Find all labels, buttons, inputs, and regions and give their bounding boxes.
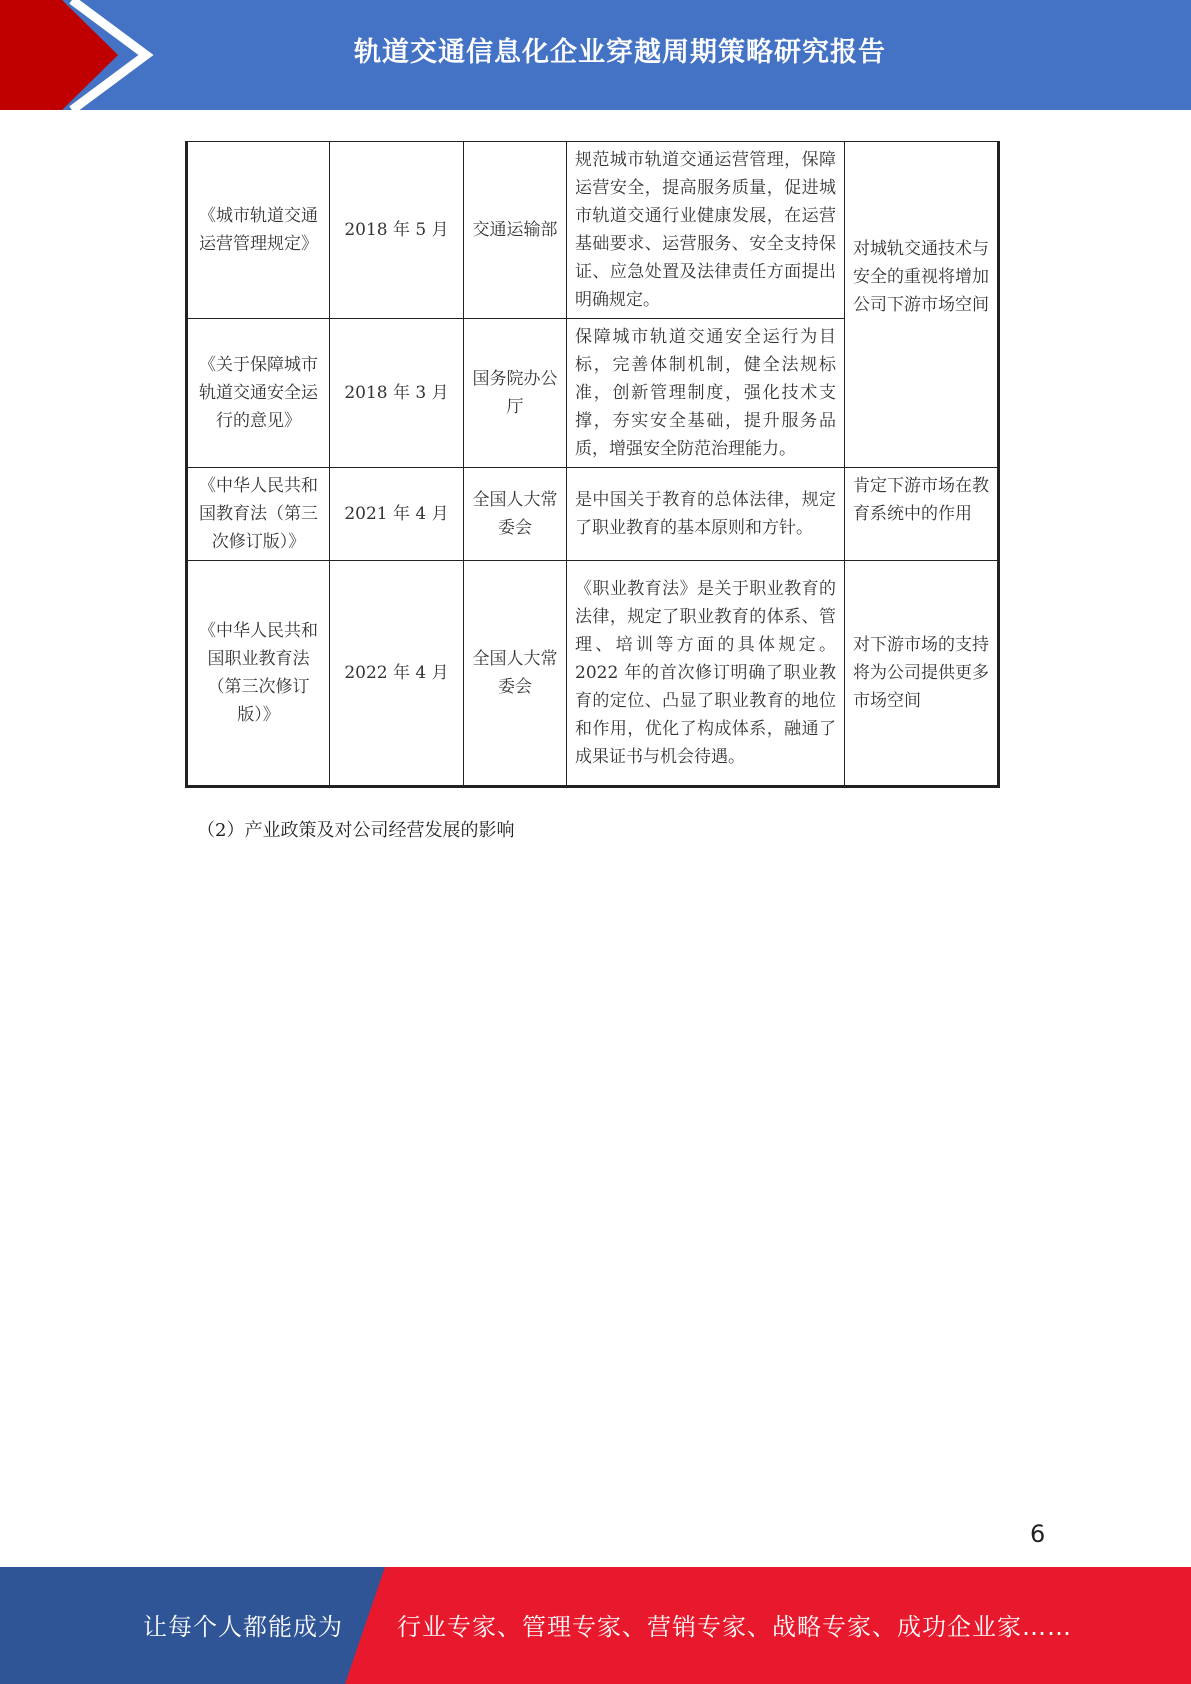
policy-org-cell: 国务院办公厅 xyxy=(464,319,567,468)
policy-name-cell: 《中华人民共和国职业教育法（第三次修订版）》 xyxy=(187,561,330,787)
policy-content-cell: 是中国关于教育的总体法律，规定了职业教育的基本原则和方针。 xyxy=(567,468,845,561)
policy-date-cell: 2018 年 3 月 xyxy=(330,319,464,468)
policy-date-cell: 2021 年 4 月 xyxy=(330,468,464,561)
table-row xyxy=(187,561,999,787)
policy-name-cell: 《城市轨道交通运营管理规定》 xyxy=(187,142,330,319)
policy-content-cell: 《职业教育法》是关于职业教育的法律，规定了职业教育的体系、管理、培训等方面的具体规定。2022 年的首次修订明确了职业教育的定位、凸显了职业教育的地位和作用，优化了构成体系，融通了成果证书与机会待遇。 xyxy=(567,561,845,787)
policy-date-cell: 2018 年 5 月 xyxy=(330,142,464,319)
page-footer xyxy=(0,1567,1191,1684)
policy-name-cell: 《中华人民共和国教育法（第三次修订版）》 xyxy=(187,468,330,561)
section-heading: （2）产业政策及对公司经营发展的影响 xyxy=(197,820,515,841)
policy-table-wrapper xyxy=(185,141,1000,788)
footer-slogan-left: 让每个人都能成为 xyxy=(143,1613,343,1641)
report-title: 轨道交通信息化企业穿越周期策略研究报告 xyxy=(354,37,886,68)
policy-content-cell: 保障城市轨道交通安全运行为目标，完善体制机制，健全法规标准，创新管理制度，强化技术支撑，夯实安全基础，提升服务品质，增强安全防范治理能力。 xyxy=(567,319,845,468)
table-row xyxy=(187,468,999,561)
policy-date-cell: 2022 年 4 月 xyxy=(330,561,464,787)
page-number: 6 xyxy=(1030,1520,1046,1548)
page-header xyxy=(0,0,1191,110)
footer-slogan-right: 行业专家、管理专家、营销专家、战略专家、成功企业家…… xyxy=(397,1613,1072,1641)
policy-table xyxy=(185,141,1000,788)
policy-content-cell: 规范城市轨道交通运营管理，保障运营安全，提高服务质量，促进城市轨道交通行业健康发展，在运营基础要求、运营服务、安全支持保证、应急处置及法律责任方面提出明确规定。 xyxy=(567,142,845,319)
table-row xyxy=(187,142,999,319)
header-arrow-decoration xyxy=(0,0,160,110)
policy-impact-cell: 对城轨交通技术与安全的重视将增加公司下游市场空间 xyxy=(845,142,999,468)
policy-name-cell: 《关于保障城市轨道交通安全运行的意见》 xyxy=(187,319,330,468)
policy-impact-cell: 肯定下游市场在教育系统中的作用 xyxy=(845,468,999,561)
policy-org-cell: 全国人大常委会 xyxy=(464,561,567,787)
policy-impact-cell: 对下游市场的支持将为公司提供更多市场空间 xyxy=(845,561,999,787)
policy-org-cell: 全国人大常委会 xyxy=(464,468,567,561)
policy-org-cell: 交通运输部 xyxy=(464,142,567,319)
